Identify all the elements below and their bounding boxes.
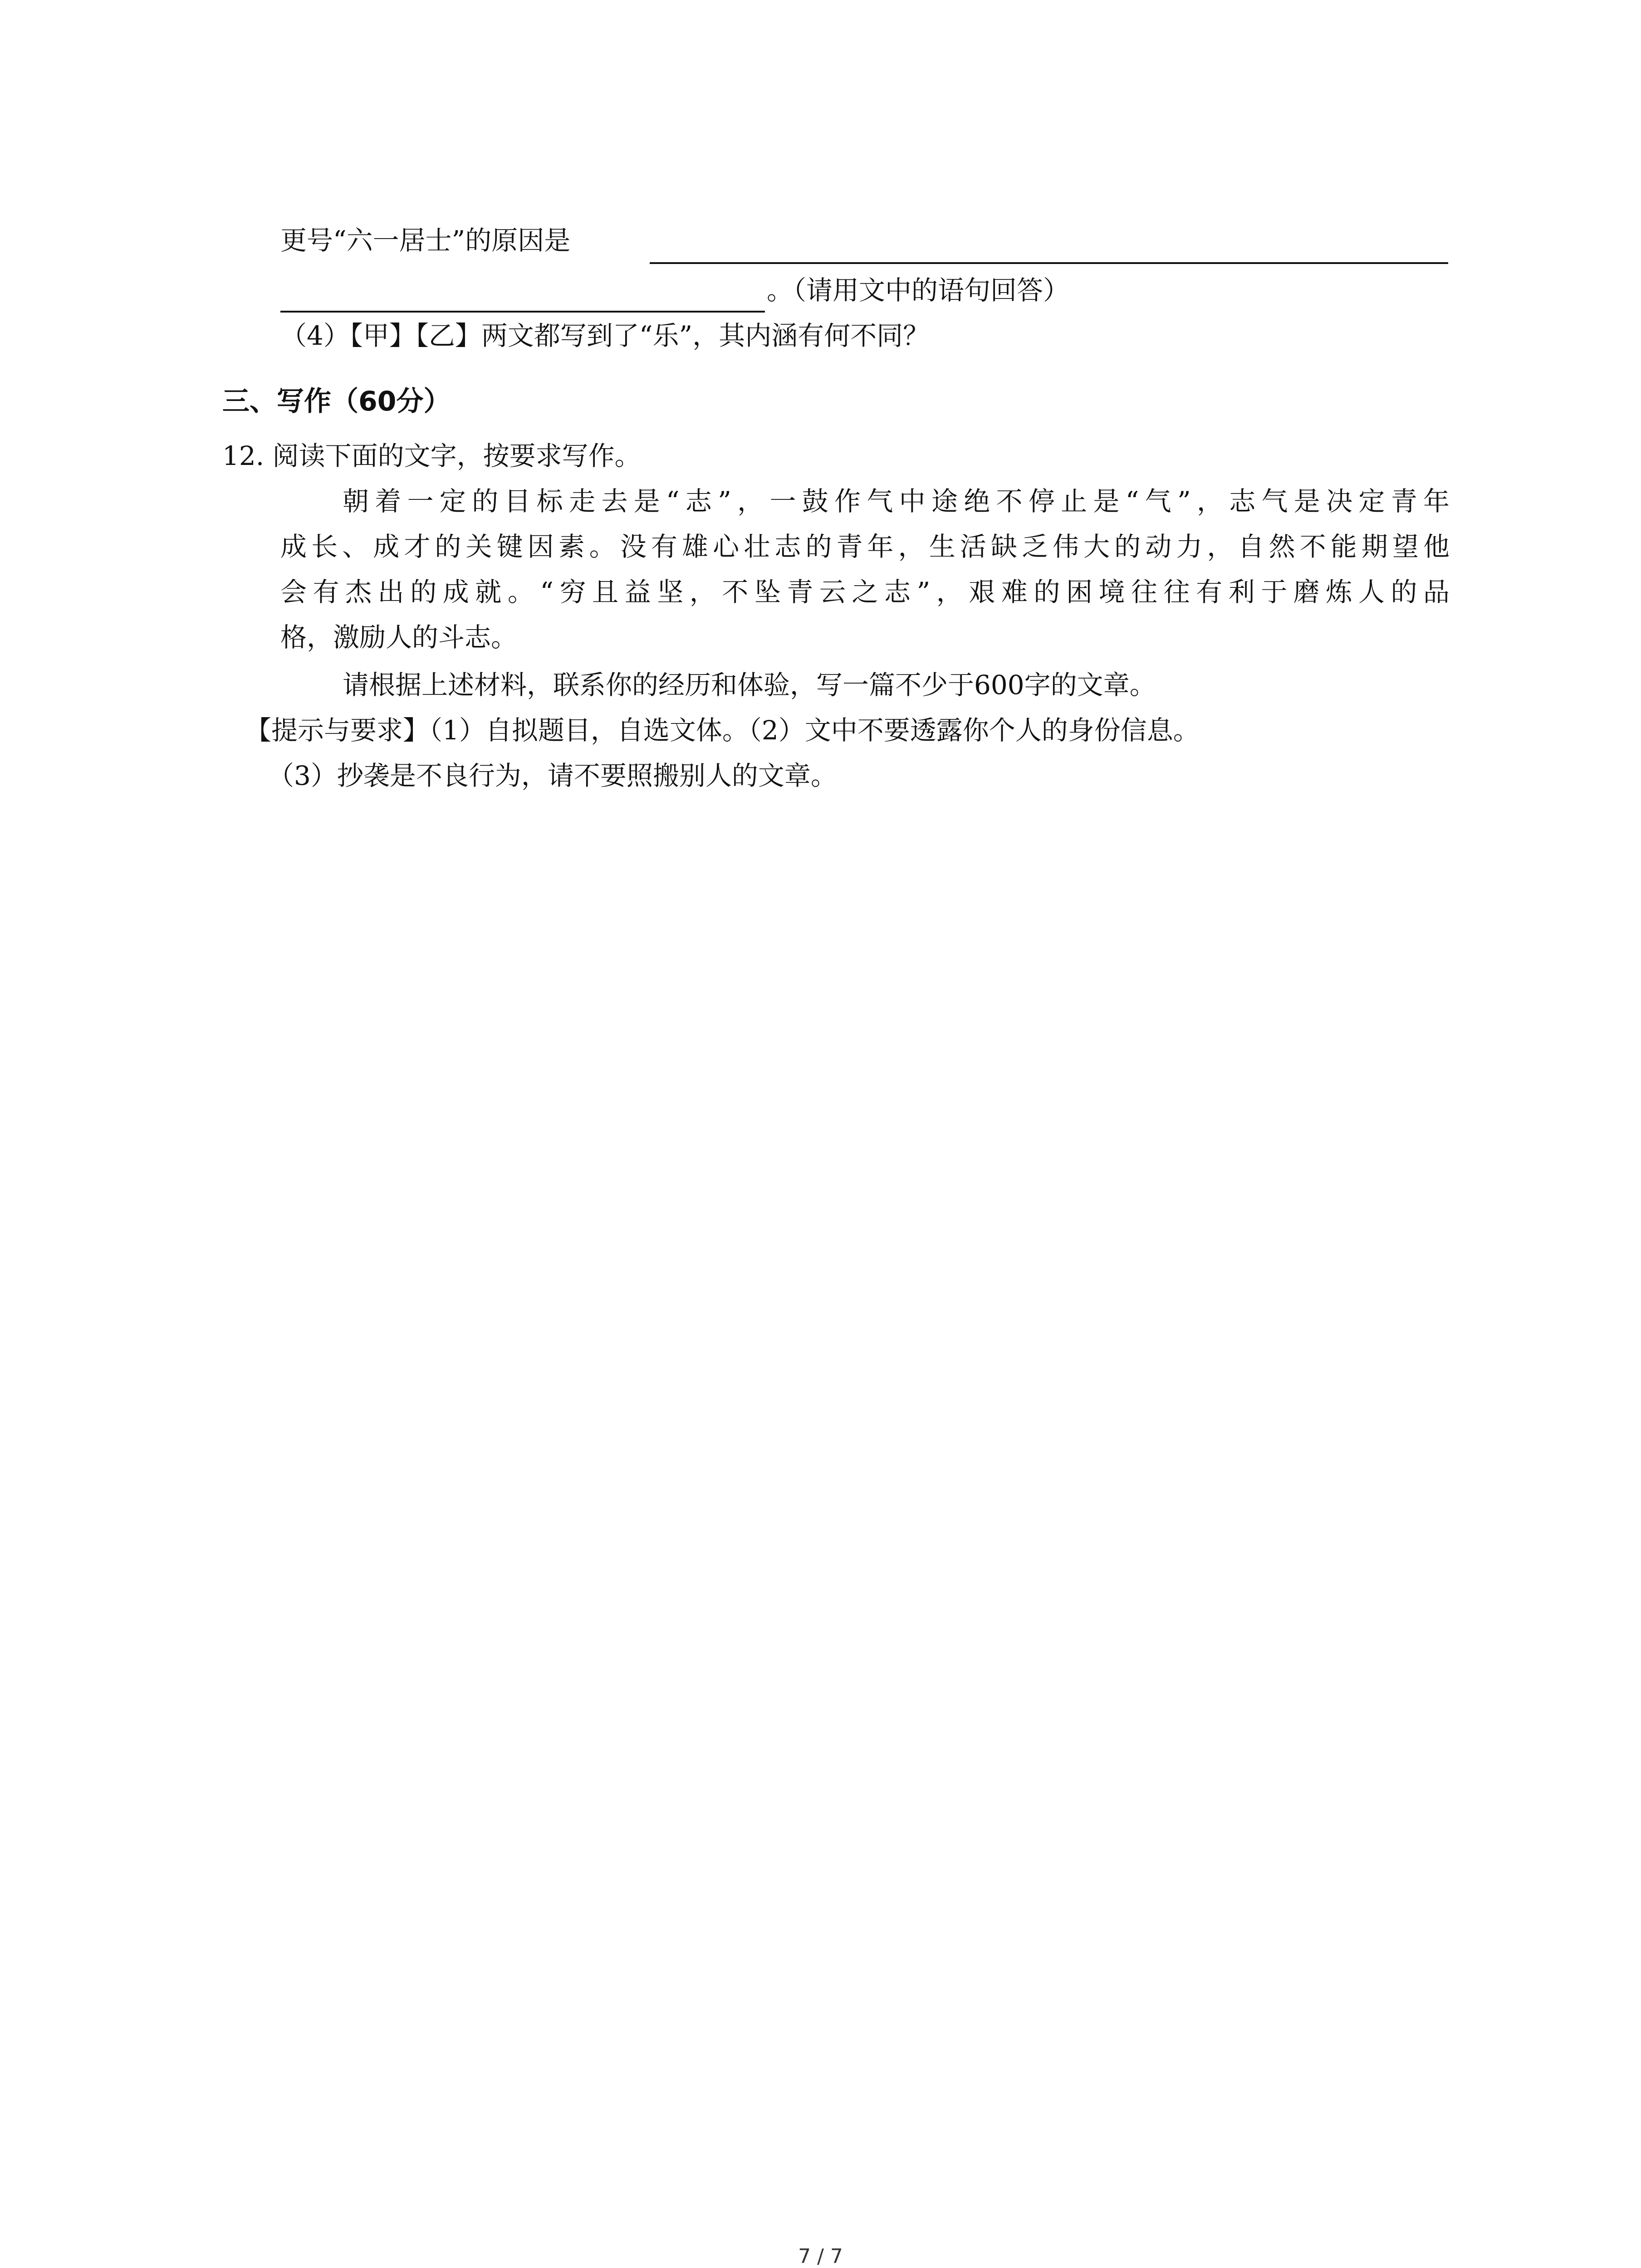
section-heading-writing: 三、写作（60分） [222,386,451,417]
q12-tips-line-2: （3）抄袭是不良行为，请不要照搬别人的文章。 [268,760,837,791]
q12-material-line-2: 成长、成才的关键因素。没有雄心壮志的青年，生活缺乏伟大的动力，自然不能期望他 [280,531,1450,562]
q12-material-line-1: 朝着一定的目标走去是“志”，一鼓作气中途绝不停止是“气”，志气是决定青年 [343,486,1450,517]
q11-3-suffix: 。（请用文中的语句回答） [767,275,1070,306]
q11-3-prefix: 更号“六一居士”的原因是 [280,225,571,256]
q12-stem: 12. 阅读下面的文字，按要求写作。 [222,440,641,471]
q12-material-line-3: 会有杰出的成就。“穷且益坚，不坠青云之志”，艰难的困境往往有利于磨炼人的品 [280,577,1450,607]
q11-3-answer-blank-2[interactable] [280,311,765,313]
q12-tips-line-1: 【提示与要求】（1）自拟题目，自选文体。（2）文中不要透露你个人的身份信息。 [245,715,1200,746]
page-number: 7 / 7 [798,2245,843,2268]
q11-3-answer-blank-1[interactable] [650,262,1448,264]
q11-4-question: （4）【甲】【乙】两文都写到了“乐”，其内涵有何不同？ [280,320,930,351]
q12-material-line-4: 格，激励人的斗志。 [280,622,518,653]
q12-instruction: 请根据上述材料，联系你的经历和体验，写一篇不少于600字的文章。 [343,670,1156,700]
